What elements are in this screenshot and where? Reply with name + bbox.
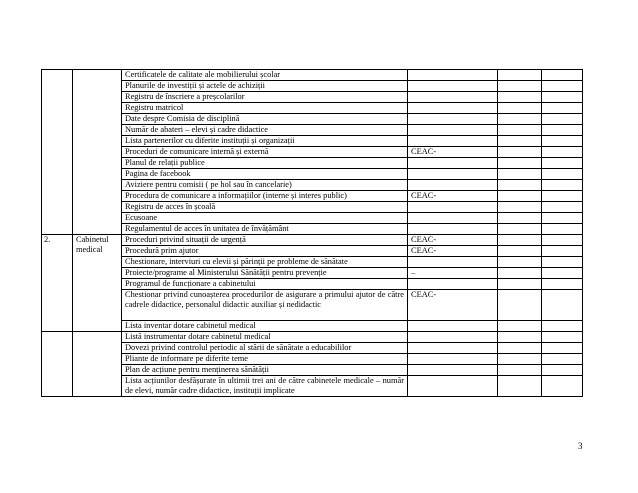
document-cell: Listă instrumentar dotare cabinetul medical bbox=[122, 332, 408, 343]
document-cell: Date despre Comisia de disciplină bbox=[122, 114, 408, 125]
section-cell bbox=[73, 70, 122, 235]
empty-cell bbox=[498, 290, 542, 321]
section-cell bbox=[73, 332, 122, 397]
empty-cell bbox=[498, 81, 542, 92]
code-cell bbox=[408, 202, 498, 213]
empty-cell bbox=[542, 70, 583, 81]
code-cell bbox=[408, 81, 498, 92]
code-cell bbox=[408, 332, 498, 343]
document-cell: Plan de acțiune pentru menținerea sănătății bbox=[122, 365, 408, 376]
empty-cell bbox=[542, 103, 583, 114]
empty-cell bbox=[542, 365, 583, 376]
code-cell bbox=[408, 158, 498, 169]
empty-cell bbox=[498, 147, 542, 158]
document-cell: Număr de abateri – elevi și cadre didactice bbox=[122, 125, 408, 136]
empty-cell bbox=[542, 246, 583, 257]
document-cell: Registru matricol bbox=[122, 103, 408, 114]
document-cell: Regulamentul de acces în unitatea de învățământ bbox=[122, 224, 408, 235]
table-row bbox=[42, 103, 583, 114]
nr-cell bbox=[42, 332, 73, 397]
document-cell: Lista acțiunilor desfășurate în ultimii trei ani de către cabinetele medicale – număr de elevi, număr cadre didactice, instituții implicate bbox=[122, 376, 408, 397]
empty-cell bbox=[498, 365, 542, 376]
table-row bbox=[42, 268, 583, 279]
empty-cell bbox=[542, 290, 583, 321]
code-cell bbox=[408, 180, 498, 191]
empty-cell bbox=[498, 354, 542, 365]
code-cell bbox=[408, 279, 498, 290]
code-cell bbox=[408, 224, 498, 235]
document-cell: Pagina de facebook bbox=[122, 169, 408, 180]
empty-cell bbox=[542, 257, 583, 268]
empty-cell bbox=[498, 202, 542, 213]
table-row bbox=[42, 257, 583, 268]
code-cell bbox=[408, 213, 498, 224]
table-row bbox=[42, 321, 583, 332]
empty-cell bbox=[498, 268, 542, 279]
table-row bbox=[42, 180, 583, 191]
empty-cell bbox=[498, 224, 542, 235]
table-row bbox=[42, 158, 583, 169]
empty-cell bbox=[542, 376, 583, 397]
empty-cell bbox=[498, 92, 542, 103]
code-cell bbox=[408, 169, 498, 180]
nr-cell bbox=[42, 70, 73, 235]
section-title-line1: Cabinetul bbox=[76, 235, 109, 244]
empty-cell bbox=[542, 202, 583, 213]
document-cell: Certificatele de calitate ale mobilierului școlar bbox=[122, 70, 408, 81]
table-row bbox=[42, 343, 583, 354]
code-cell: CEAC- bbox=[408, 147, 498, 158]
empty-cell bbox=[542, 180, 583, 191]
section-cell bbox=[73, 235, 122, 332]
code-cell bbox=[408, 114, 498, 125]
code-cell: CEAC- bbox=[408, 235, 498, 246]
empty-cell bbox=[542, 321, 583, 332]
code-cell bbox=[408, 136, 498, 147]
empty-cell bbox=[542, 213, 583, 224]
document-cell: Procedură prim ajutor bbox=[122, 246, 408, 257]
empty-cell bbox=[498, 246, 542, 257]
empty-cell bbox=[498, 158, 542, 169]
empty-cell bbox=[542, 169, 583, 180]
document-cell: Registru de înscriere a preșcolarilor bbox=[122, 92, 408, 103]
table-row bbox=[42, 213, 583, 224]
code-cell: CEAC- bbox=[408, 290, 498, 321]
table-row bbox=[42, 92, 583, 103]
section-title-line2: medical bbox=[76, 245, 103, 254]
table-row bbox=[42, 202, 583, 213]
empty-cell bbox=[498, 169, 542, 180]
empty-cell bbox=[542, 136, 583, 147]
empty-cell bbox=[542, 81, 583, 92]
code-cell bbox=[408, 70, 498, 81]
table-row bbox=[42, 70, 583, 81]
document-cell: Dovezi privind controlul periodic al stării de sănătate a educabililor bbox=[122, 343, 408, 354]
document-cell: Ecusoane bbox=[122, 213, 408, 224]
empty-cell bbox=[542, 92, 583, 103]
code-cell bbox=[408, 92, 498, 103]
empty-cell bbox=[542, 268, 583, 279]
empty-cell bbox=[498, 191, 542, 202]
code-cell bbox=[408, 365, 498, 376]
document-cell: Avizierе pentru comisii ( pe hol sau în cancelarie) bbox=[122, 180, 408, 191]
empty-cell bbox=[498, 279, 542, 290]
empty-cell bbox=[542, 191, 583, 202]
page-number: 3 bbox=[578, 441, 583, 451]
empty-cell bbox=[498, 114, 542, 125]
code-cell: – bbox=[408, 268, 498, 279]
empty-cell bbox=[542, 235, 583, 246]
empty-cell bbox=[542, 332, 583, 343]
table-row bbox=[42, 279, 583, 290]
empty-cell bbox=[542, 158, 583, 169]
empty-cell bbox=[542, 224, 583, 235]
table-row bbox=[42, 81, 583, 92]
table-row bbox=[42, 191, 583, 202]
document-cell: Proceduri privind situații de urgență bbox=[122, 235, 408, 246]
document-cell: Proiecte/programe al Ministerului Sănătății pentru prevenție bbox=[122, 268, 408, 279]
nr-cell: 2. bbox=[42, 235, 73, 332]
document-cell: Procedura de comunicare a informațiilor (interne și interes public) bbox=[122, 191, 408, 202]
empty-cell bbox=[542, 114, 583, 125]
document-cell: Chestionar privind cunoașterea procedurilor de asigurare a primului ajutor de către cadrele didactice, personalul didactic auxiliar și nedidactic bbox=[122, 290, 408, 321]
empty-cell bbox=[498, 125, 542, 136]
table-row bbox=[42, 332, 583, 343]
code-cell bbox=[408, 376, 498, 397]
code-cell bbox=[408, 125, 498, 136]
empty-cell bbox=[498, 321, 542, 332]
document-cell: Registru de acces în școală bbox=[122, 202, 408, 213]
table-body bbox=[42, 70, 583, 397]
table-row bbox=[42, 354, 583, 365]
empty-cell bbox=[498, 103, 542, 114]
document-table bbox=[41, 69, 583, 397]
empty-cell bbox=[498, 332, 542, 343]
empty-cell bbox=[498, 235, 542, 246]
table-row bbox=[42, 246, 583, 257]
document-cell: Lista partenerilor cu diferite instituții și organizații bbox=[122, 136, 408, 147]
table-row bbox=[42, 365, 583, 376]
table-row bbox=[42, 125, 583, 136]
empty-cell bbox=[542, 354, 583, 365]
table-row bbox=[42, 376, 583, 397]
document-cell: Planul de relații publice bbox=[122, 158, 408, 169]
code-cell bbox=[408, 103, 498, 114]
code-cell: CEAC- bbox=[408, 246, 498, 257]
empty-cell bbox=[498, 343, 542, 354]
empty-cell bbox=[498, 70, 542, 81]
document-cell: Planurile de investiții și actele de achiziții bbox=[122, 81, 408, 92]
table-row bbox=[42, 224, 583, 235]
empty-cell bbox=[498, 136, 542, 147]
table-row bbox=[42, 136, 583, 147]
empty-cell bbox=[542, 125, 583, 136]
code-cell bbox=[408, 343, 498, 354]
table-row bbox=[42, 147, 583, 158]
document-cell: Chestionare, interviuri cu elevii și părinții pe probleme de sănătate bbox=[122, 257, 408, 268]
empty-cell bbox=[498, 213, 542, 224]
table-row bbox=[42, 169, 583, 180]
empty-cell bbox=[498, 180, 542, 191]
empty-cell bbox=[498, 257, 542, 268]
empty-cell bbox=[498, 376, 542, 397]
document-cell: Pliante de informare pe diferite teme bbox=[122, 354, 408, 365]
table-row bbox=[42, 235, 583, 246]
code-cell: CEAC- bbox=[408, 191, 498, 202]
empty-cell bbox=[542, 147, 583, 158]
code-cell bbox=[408, 257, 498, 268]
empty-cell bbox=[542, 343, 583, 354]
table-row bbox=[42, 290, 583, 321]
table-row bbox=[42, 114, 583, 125]
code-cell bbox=[408, 354, 498, 365]
document-cell: Programul de funcționare a cabinetului bbox=[122, 279, 408, 290]
document-cell: Lista inventar dotare cabinetul medical bbox=[122, 321, 408, 332]
empty-cell bbox=[542, 279, 583, 290]
document-cell: Proceduri de comunicare internă și externă bbox=[122, 147, 408, 158]
code-cell bbox=[408, 321, 498, 332]
